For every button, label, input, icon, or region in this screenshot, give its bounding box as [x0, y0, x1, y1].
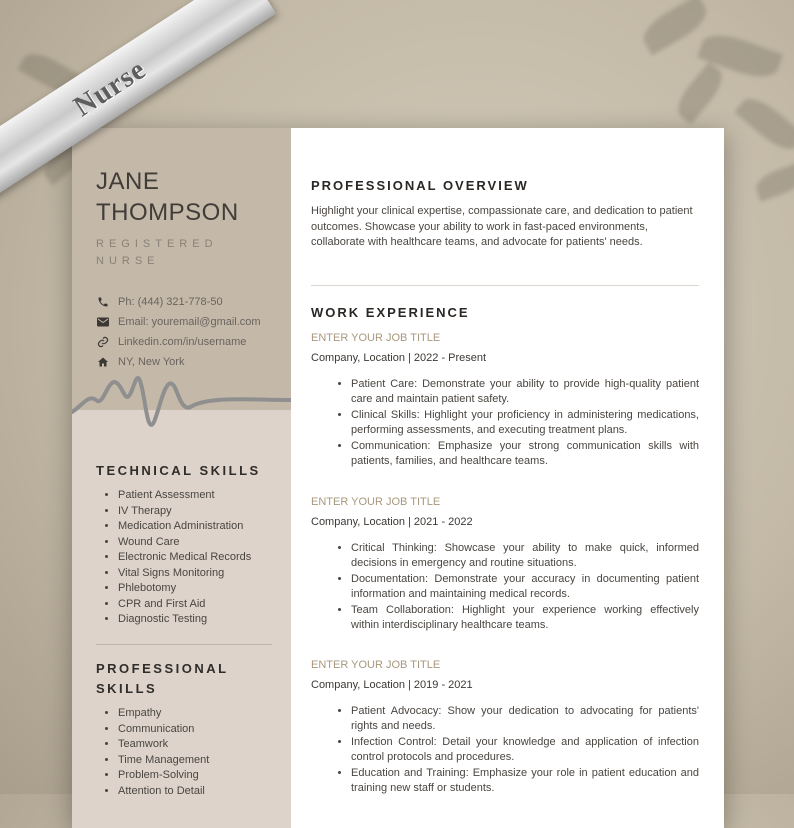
contact-location [96, 352, 286, 372]
list-item: • Wound Care [118, 535, 251, 551]
list-item: • IV Therapy [118, 504, 251, 520]
location-text: NY, New York [118, 356, 185, 368]
overview-text: Highlight your clinical expertise, compassionate care, and dedication to patient outcomes. Showcase your ability to work in fast-paced environments, collaborate with healthcare teams, and advocate for patients' needs. [311, 205, 693, 248]
role-line1: REGISTERED [96, 238, 218, 250]
list-item: • Team Collaboration: Highlight your experience working effectively within interdisciplinary healthcare teams. [351, 603, 699, 634]
job-title: ENTER YOUR JOB TITLE [311, 332, 441, 344]
sidebar-divider [96, 644, 272, 645]
job-company: Company, Location | 2022 - Present [311, 352, 487, 364]
technical-skills-list [98, 488, 251, 628]
role-line2: NURSE [96, 255, 160, 267]
professional-skills-list [98, 706, 209, 799]
technical-skills-heading: TECHNICAL SKILLS [96, 463, 261, 478]
contact-list [96, 292, 286, 372]
list-item: • Vital Signs Monitoring [118, 566, 251, 582]
list-item: • Documentation: Demonstrate your accuracy in documenting patient information and maintaining medical records. [351, 572, 699, 603]
list-item: • Problem-Solving [118, 768, 209, 784]
job-bullets [331, 377, 699, 469]
list-item: • Communication: Emphasize your strong communication skills with patients, families, and healthcare teams. [351, 439, 699, 470]
professional-skills-heading-line1: PROFESSIONAL [96, 661, 229, 676]
list-item: • Patient Assessment [118, 488, 251, 504]
first-name: JANE [96, 168, 160, 195]
job-title: ENTER YOUR JOB TITLE [311, 659, 441, 671]
list-item: • Clinical Skills: Highlight your proficiency in administering medications, performing assessments, and executing treatment plans. [351, 408, 699, 439]
email-text: Email: youremail@gmail.com [118, 316, 261, 328]
list-item: • Time Management [118, 753, 209, 769]
list-item: • Patient Advocacy: Show your dedication to advocating for patients' rights and needs. [351, 704, 699, 735]
list-item: • Infection Control: Detail your knowledge and application of infection control protocols and procedures. [351, 735, 699, 766]
job-title: ENTER YOUR JOB TITLE [311, 496, 441, 508]
job-bullets [331, 704, 699, 796]
contact-linkedin[interactable] [96, 332, 286, 352]
phone-icon [96, 295, 110, 309]
overview-heading: PROFESSIONAL OVERVIEW [311, 178, 529, 193]
job-company: Company, Location | 2019 - 2021 [311, 679, 473, 691]
leaf-shadow [752, 162, 794, 202]
contact-email[interactable] [96, 312, 286, 332]
phone-text: Ph: (444) 321-778-50 [118, 296, 223, 308]
contact-phone[interactable] [96, 292, 286, 312]
job-role [96, 236, 236, 270]
main-content [291, 128, 724, 828]
list-item: • Electronic Medical Records [118, 550, 251, 566]
list-item: • Empathy [118, 706, 209, 722]
list-item: • Attention to Detail [118, 784, 209, 800]
list-item: • Critical Thinking: Showcase your ability to make quick, informed decisions in emergency and routine situations. [351, 541, 699, 572]
candidate-name [96, 166, 239, 228]
list-item: • Education and Training: Emphasize your role in patient education and training new staff or students. [351, 766, 699, 797]
linkedin-text: Linkedin.com/in/username [118, 336, 247, 348]
last-name: THOMPSON [96, 199, 239, 226]
leaf-shadow [734, 91, 794, 157]
heartbeat-line [72, 360, 291, 440]
list-item: • Medication Administration [118, 519, 251, 535]
job-company: Company, Location | 2021 - 2022 [311, 516, 473, 528]
ribbon-label: Nurse [67, 52, 152, 123]
list-item: • Diagnostic Testing [118, 612, 251, 628]
home-icon [96, 355, 110, 369]
section-divider [311, 285, 699, 286]
experience-heading: WORK EXPERIENCE [311, 305, 470, 320]
email-icon [96, 315, 110, 329]
professional-skills-heading [96, 659, 229, 699]
link-icon [96, 335, 110, 349]
list-item: • Communication [118, 722, 209, 738]
list-item: • Patient Care: Demonstrate your ability to provide high-quality patient care and maintain patient safety. [351, 377, 699, 408]
list-item: • Phlebotomy [118, 581, 251, 597]
list-item: • Teamwork [118, 737, 209, 753]
professional-skills-heading-line2: SKILLS [96, 681, 158, 696]
leaf-shadow [671, 62, 729, 125]
job-bullets [331, 541, 699, 633]
list-item: • CPR and First Aid [118, 597, 251, 613]
resume-page [72, 128, 724, 828]
